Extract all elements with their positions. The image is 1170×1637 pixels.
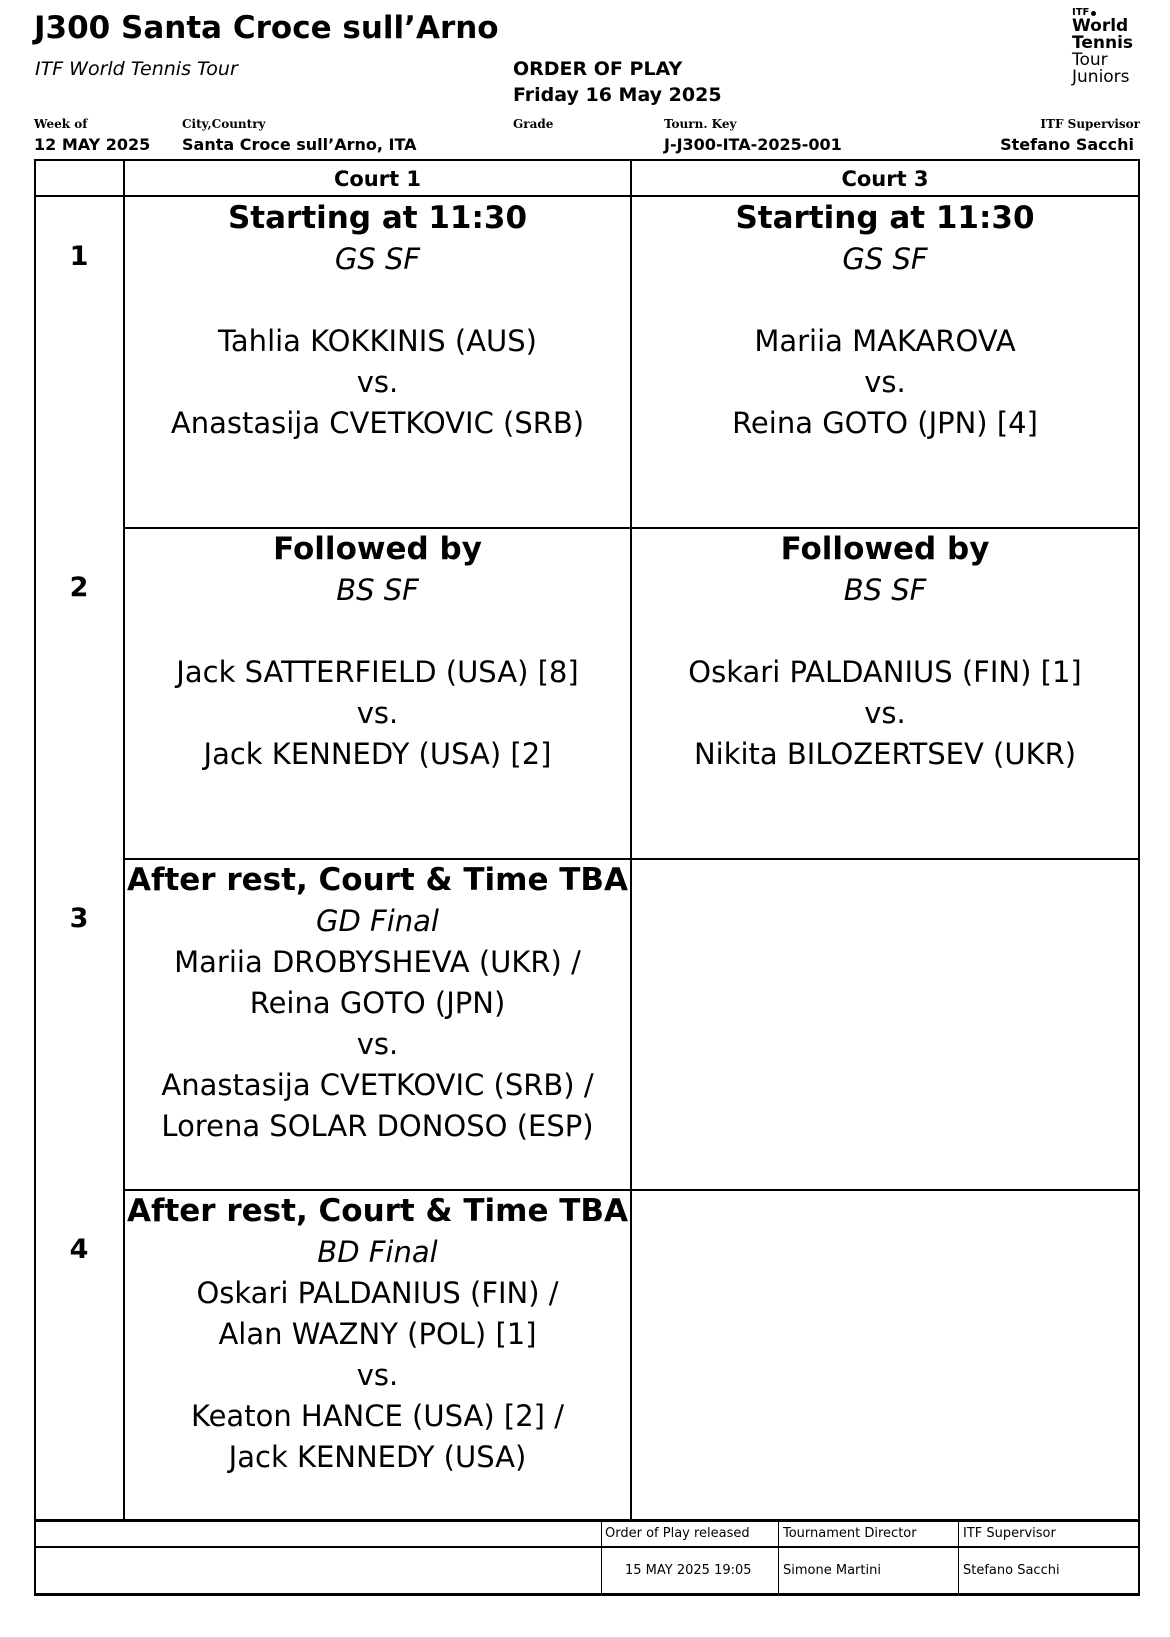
player-name: Reina GOTO (JPN) [4] — [732, 406, 1038, 440]
order-of-play-heading: ORDER OF PLAY — [513, 58, 683, 80]
match-cell — [125, 198, 630, 444]
versus-label: vs. — [356, 696, 399, 730]
event-name: GD Final — [316, 904, 439, 938]
versus-label: vs. — [864, 696, 906, 730]
footer-divider-3 — [958, 1522, 959, 1594]
director-value: Simone Martini — [783, 1563, 881, 1578]
footer-bottom-border — [34, 1593, 1140, 1596]
player-name: Anastasija CVETKOVIC (SRB) — [170, 406, 585, 440]
city-value: Santa Croce sull’Arno, ITA — [182, 135, 417, 154]
footer-divider-1 — [601, 1522, 602, 1594]
logo-line-world: World — [1072, 16, 1129, 36]
tour-subtitle: ITF World Tennis Tour — [35, 58, 238, 80]
match-cell — [632, 529, 1138, 775]
match-cell — [125, 1191, 630, 1478]
supervisor-value: Stefano Sacchi — [1000, 135, 1134, 154]
player-name: Tahlia KOKKINIS (AUS) — [218, 324, 537, 358]
player-name: Mariia DROBYSHEVA (UKR) / — [174, 945, 581, 979]
week-value: 12 MAY 2025 — [34, 135, 151, 154]
match-cell — [125, 860, 630, 1147]
grid-right-border — [1138, 159, 1140, 1520]
city-label: City,Country — [182, 117, 266, 131]
start-time: After rest, Court & Time TBA — [126, 862, 629, 898]
versus-label: vs. — [864, 365, 906, 399]
released-label: Order of Play released — [605, 1526, 750, 1541]
grid-top-border — [34, 159, 1140, 161]
event-name: BS SF — [336, 573, 419, 607]
logo-line-tennis: Tennis — [1072, 33, 1134, 53]
logo-line-juniors: Juniors — [1072, 67, 1130, 87]
player-name: Lorena SOLAR DONOSO (ESP) — [161, 1109, 594, 1143]
row-number-2: 2 — [69, 572, 89, 603]
footer-right-border — [1138, 1522, 1140, 1595]
start-time: Starting at 11:30 — [227, 200, 528, 236]
player-name: Nikita BILOZERTSEV (UKR) — [693, 737, 1077, 771]
released-value: 15 MAY 2025 19:05 — [625, 1563, 752, 1578]
logo-dot-icon — [1091, 11, 1096, 16]
player-name: Jack KENNEDY (USA) [2] — [203, 737, 552, 771]
row-number-3: 3 — [69, 903, 89, 934]
start-time: Followed by — [273, 531, 482, 567]
footer-supervisor-value: Stefano Sacchi — [963, 1563, 1060, 1578]
row-number-1: 1 — [69, 241, 89, 272]
event-name: BS SF — [843, 573, 927, 607]
court-1-header: Court 1 — [333, 167, 422, 191]
row-number-4: 4 — [69, 1234, 89, 1265]
order-of-play-date: Friday 16 May 2025 — [513, 84, 722, 106]
player-name: Alan WAZNY (POL) [1] — [218, 1317, 537, 1351]
court-3-header: Court 3 — [841, 167, 929, 191]
footer-divider-2 — [778, 1522, 779, 1594]
versus-label: vs. — [356, 365, 399, 399]
versus-label: vs. — [356, 1027, 399, 1061]
versus-label: vs. — [356, 1358, 399, 1392]
event-name: BD Final — [317, 1235, 438, 1269]
player-name: Oskari PALDANIUS (FIN) [1] — [688, 655, 1082, 689]
player-name: Anastasija CVETKOVIC (SRB) / — [161, 1068, 594, 1102]
event-name: GS SF — [842, 242, 928, 276]
match-cell — [125, 529, 630, 775]
page-title: J300 Santa Croce sull’Arno — [34, 10, 499, 46]
tournament-key-label: Tourn. Key — [664, 117, 737, 131]
player-name: Reina GOTO (JPN) — [249, 986, 506, 1020]
supervisor-label: ITF Supervisor — [1040, 117, 1140, 131]
grade-label: Grade — [513, 117, 554, 131]
grid-bottom-border — [34, 1519, 1140, 1522]
itf-world-tennis-tour-juniors-logo — [1072, 8, 1144, 86]
week-label: Week of — [34, 117, 88, 131]
event-name: GS SF — [334, 242, 421, 276]
start-time: Followed by — [780, 531, 990, 567]
start-time: After rest, Court & Time TBA — [126, 1193, 629, 1229]
grid-left-border — [34, 159, 36, 1520]
player-name: Keaton HANCE (USA) [2] / — [191, 1399, 564, 1433]
player-name: Oskari PALDANIUS (FIN) / — [196, 1276, 559, 1310]
logo-itf-text: ITF — [1072, 7, 1090, 18]
start-time: Starting at 11:30 — [735, 200, 1035, 236]
footer-supervisor-label: ITF Supervisor — [963, 1526, 1056, 1541]
director-label: Tournament Director — [783, 1526, 917, 1541]
player-name: Jack SATTERFIELD (USA) [8] — [176, 655, 579, 689]
player-name: Mariia MAKAROVA — [754, 324, 1016, 358]
footer-left-border — [34, 1522, 36, 1595]
tournament-key-value: J-J300-ITA-2025-001 — [664, 135, 842, 154]
footer-mid-divider — [34, 1546, 1140, 1548]
match-cell — [632, 198, 1138, 444]
player-name: Jack KENNEDY (USA) — [228, 1440, 527, 1474]
logo-line-tour: Tour — [1072, 50, 1108, 70]
